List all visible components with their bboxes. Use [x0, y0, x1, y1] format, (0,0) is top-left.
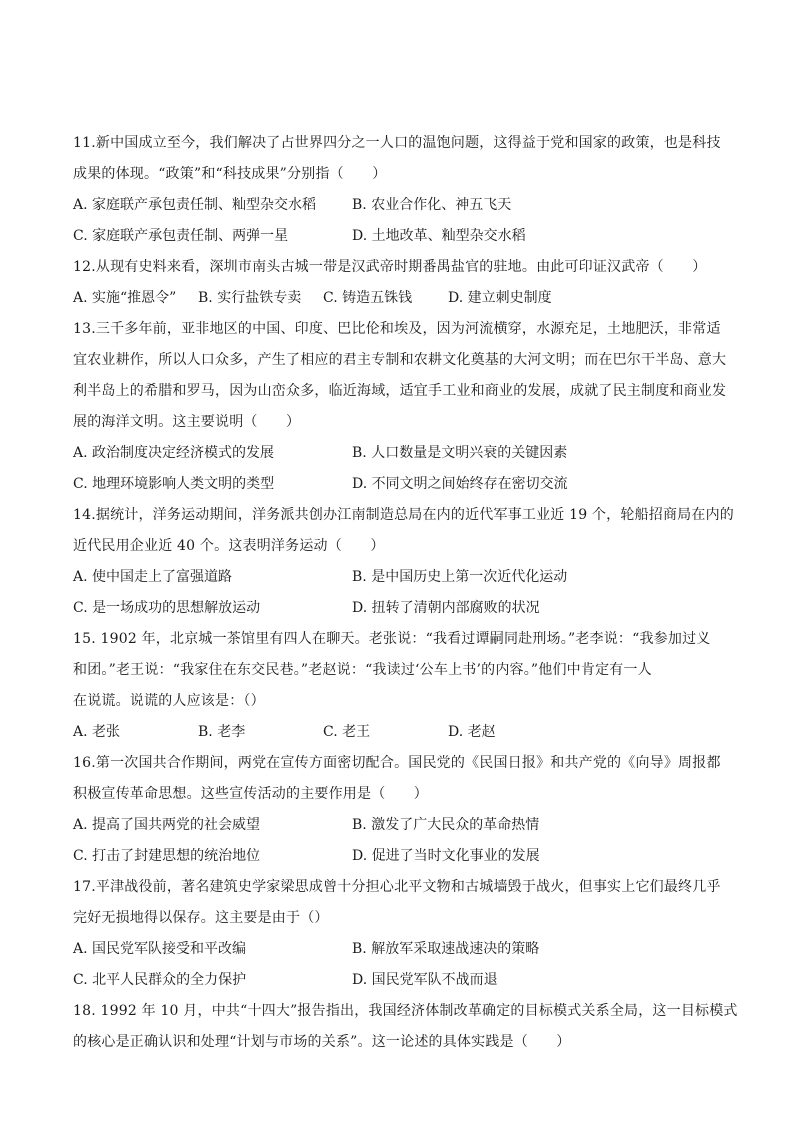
question-16 [73, 748, 723, 872]
option-row [73, 438, 723, 469]
option-b[interactable]: B. 人口数量是文明兴衰的关键因素 [352, 445, 568, 461]
question-11 [73, 128, 723, 252]
question-12 [73, 252, 723, 314]
option-b[interactable]: B. 解放军采取速战速决的策略 [352, 941, 540, 957]
option-d[interactable]: D. 不同文明之间始终存在密切交流 [352, 476, 568, 492]
option-d[interactable]: D. 国民党军队不战而退 [352, 972, 498, 988]
exam-page [73, 128, 738, 1058]
option-row [73, 283, 723, 314]
question-18 [73, 996, 738, 1058]
question-text: 15. 1902 年，北京城一茶馆里有四人在聊天。老张说：“我看过谭嗣同赴刑场。”老李说：“我参加过义 [73, 631, 711, 647]
question-text: 积极宣传革命思想。这些宣传活动的主要作用是（ ） [73, 786, 428, 802]
option-c[interactable]: C. 铸造五铢钱 [323, 290, 413, 306]
question-text: 完好无损地得以保存。这主要是由于（） [73, 910, 329, 926]
question-text: 14.据统计，洋务运动期间，洋务派共创办江南制造总局在内的近代军事工业近 19 个，轮船招商局在内的 [73, 507, 734, 523]
option-row [73, 717, 723, 748]
option-row [73, 841, 723, 872]
question-17 [73, 872, 723, 996]
question-text: 近代民用企业近 40 个。这表明洋务运动（ ） [73, 538, 385, 554]
option-b[interactable]: B. 农业合作化、神五飞天 [352, 197, 512, 213]
option-c[interactable]: C. 家庭联产承包责任制、两弹一星 [73, 228, 289, 244]
option-b[interactable]: B. 是中国历史上第一次近代化运动 [352, 569, 568, 585]
question-text: 11.新中国成立至今，我们解决了占世界四分之一人口的温饱问题，这得益于党和国家的政策，也是科技 [73, 135, 721, 151]
question-text: 12.从现有史料来看，深圳市南头古城一带是汉武帝时期番禺盐官的驻地。由此可印证汉武帝（ ） [73, 259, 707, 275]
option-a[interactable]: A. 实施“推恩令” [73, 290, 177, 306]
option-row [73, 469, 723, 500]
question-text: 的核心是正确认识和处理“计划与市场的关系”。这一论述的具体实践是（ ） [73, 1034, 571, 1050]
option-c[interactable]: C. 老王 [323, 724, 371, 740]
option-a[interactable]: A. 老张 [73, 724, 121, 740]
question-text: 18. 1992 年 10 月，中共“十四大”报告指出，我国经济体制改革确定的目标模式关系全局，这一目标模式 [73, 1003, 738, 1019]
option-c[interactable]: C. 是一场成功的思想解放运动 [73, 600, 261, 616]
option-d[interactable]: D. 扭转了清朝内部腐败的状况 [352, 600, 540, 616]
question-text: 利半岛上的希腊和罗马，因为山峦众多，临近海域，适宜手工业和商业的发展，成就了民主制度和商业发 [73, 383, 727, 399]
option-d[interactable]: D. 老赵 [448, 724, 496, 740]
question-text: 16.第一次国共合作期间，两党在宣传方面密切配合。国民党的《民国日报》和共产党的《向导》周报都 [73, 755, 721, 771]
option-d[interactable]: D. 建立刺史制度 [448, 290, 552, 306]
question-text: 13.三千多年前，亚非地区的中国、印度、巴比伦和埃及，因为河流横穿，水源充足，土地肥沃，非常适 [73, 321, 721, 337]
option-a[interactable]: A. 提高了国共两党的社会威望 [73, 817, 261, 833]
question-text: 在说谎。说谎的人应该是：（） [73, 693, 265, 709]
option-row [73, 221, 723, 252]
question-text: 成果的体现。“政策”和“科技成果”分别指（ ） [73, 166, 387, 182]
option-d[interactable]: D. 促进了当时文化事业的发展 [352, 848, 540, 864]
question-text: 17.平津战役前，著名建筑史学家梁思成曾十分担心北平文物和古城墙毁于战火，但事实上它们最终几乎 [73, 879, 721, 895]
question-14 [73, 500, 734, 624]
option-c[interactable]: C. 打击了封建思想的统治地位 [73, 848, 261, 864]
option-b[interactable]: B. 实行盐铁专卖 [198, 290, 302, 306]
option-a[interactable]: A. 使中国走上了富强道路 [73, 569, 233, 585]
option-c[interactable]: C. 地理环境影响人类文明的类型 [73, 476, 275, 492]
option-a[interactable]: A. 家庭联产承包责任制、籼型杂交水稻 [73, 197, 317, 213]
option-a[interactable]: A. 政治制度决定经济模式的发展 [73, 445, 275, 461]
option-row [73, 562, 723, 593]
question-15 [73, 624, 723, 748]
option-b[interactable]: B. 激发了广大民众的革命热情 [352, 817, 540, 833]
question-text: 宜农业耕作，所以人口众多，产生了相应的君主专制和农耕文化奠基的大河文明；而在巴尔干半岛、意大 [73, 352, 727, 368]
option-row [73, 810, 723, 841]
option-a[interactable]: A. 国民党军队接受和平改编 [73, 941, 247, 957]
option-c[interactable]: C. 北平人民群众的全力保护 [73, 972, 247, 988]
option-d[interactable]: D. 土地改革、籼型杂交水稻 [352, 228, 526, 244]
option-row [73, 965, 723, 996]
question-text: 展的海洋文明。这主要说明（ ） [73, 414, 301, 430]
option-row [73, 190, 723, 221]
question-text: 和团。”老王说：“我家住在东交民巷。”老赵说：“我读过‘公车上书’的内容。”他们中肯定有一人 [73, 662, 652, 678]
option-b[interactable]: B. 老李 [198, 724, 246, 740]
option-row [73, 934, 723, 965]
option-row [73, 593, 723, 624]
question-13 [73, 314, 727, 500]
